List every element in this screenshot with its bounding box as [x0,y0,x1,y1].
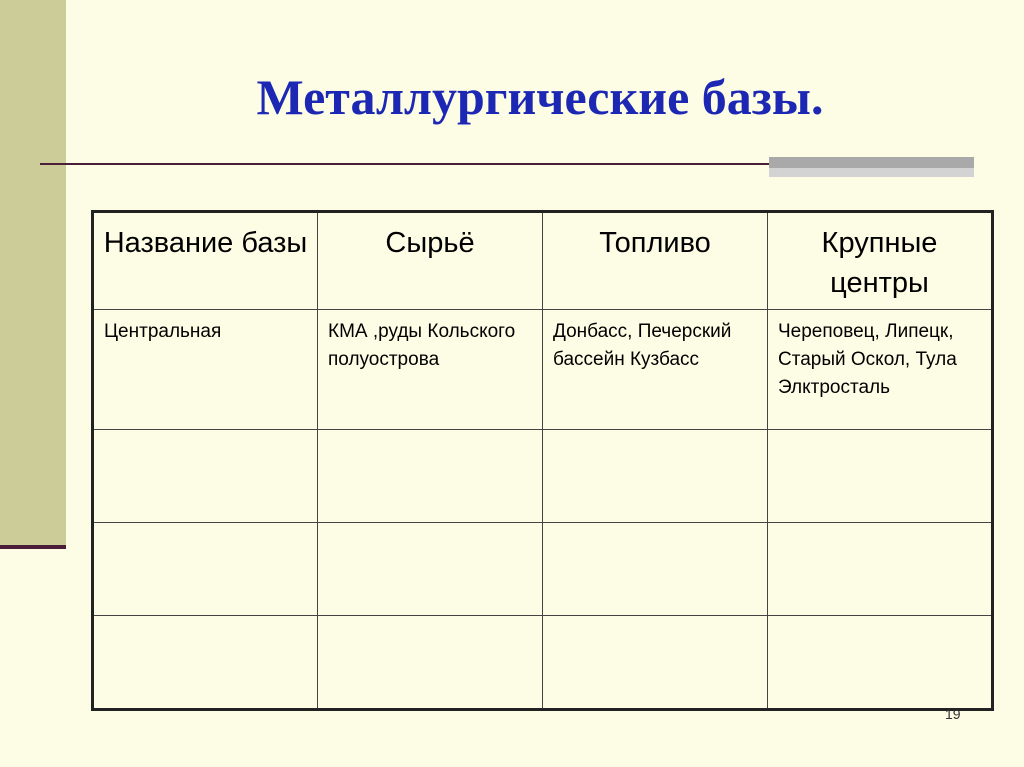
table-cell [93,616,318,710]
table-cell: Центральная [93,310,318,430]
table-cell [93,523,318,616]
metallurgical-bases-table [91,210,994,711]
table-cell [318,430,543,523]
left-decor-line [0,545,66,549]
table-cell: Донбасс, Печерский бассейн Кузбасс [543,310,768,430]
table-cell [543,430,768,523]
slide-title: Металлургические базы. [256,69,824,125]
header-cell-major-centers: Крупные центры [768,212,993,310]
table-header-row [93,212,993,310]
table-row [93,430,993,523]
table-cell: КМА ,руды Кольского полуострова [318,310,543,430]
header-cell-raw-materials: Сырьё [318,212,543,310]
table-cell [93,430,318,523]
table-cell [768,523,993,616]
title-divider-accent [769,157,974,177]
header-cell-fuel: Топливо [543,212,768,310]
header-cell-name: Название базы [93,212,318,310]
slide-number: 19 [945,706,961,722]
table-row [93,616,993,710]
table-cell [318,616,543,710]
table-cell [768,430,993,523]
table-cell [543,523,768,616]
table-row [93,310,993,430]
table-cell [768,616,993,710]
table-row [93,523,993,616]
table-cell [318,523,543,616]
table-cell [543,616,768,710]
table-cell: Череповец, Липецк, Старый Оскол, Тула Элктросталь [768,310,993,430]
